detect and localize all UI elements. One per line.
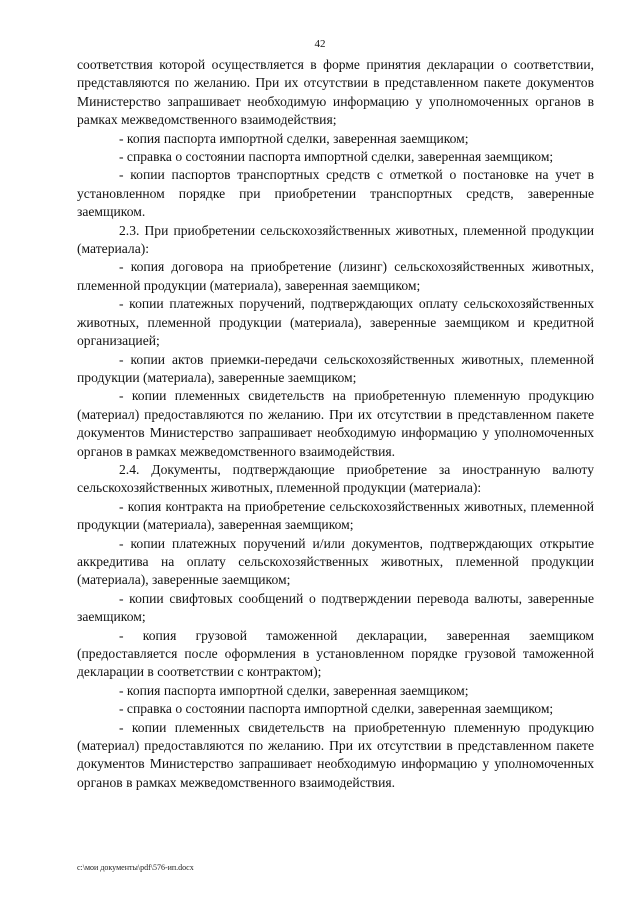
paragraph: - копии платежных поручений и/или документов, подтверждающих открытие аккредитива на оплату сельскохозяйственных животных, племенной продукции (материала), заверенные заемщиком; <box>77 535 594 588</box>
paragraph: - справка о состоянии паспорта импортной сделки, заверенная заемщиком; <box>119 149 554 165</box>
paragraph: - копии паспортов транспортных средств с отметкой о постановке на учет в установленном порядке при приобретении транспортных средств, заверенные заемщиком. <box>77 167 594 220</box>
page-number: 42 <box>314 38 326 50</box>
section-heading-2-4: 2.4. Документы, подтверждающие приобретение за иностранную валюту сельскохозяйственных животных, племенной продукции (материала): <box>77 461 594 496</box>
paragraph: - копия грузовой таможенной декларации, заверенная заемщиком (предоставляется после оформления в установленном порядке грузовой таможенной декларации в соответствии с контрактом); <box>77 627 594 680</box>
paragraph: - копии свифтовых сообщений о подтверждении перевода валюты, заверенные заемщиком; <box>77 590 594 625</box>
paragraph: - копия контракта на приобретение сельскохозяйственных животных, племенной продукции (материала), заверенная заемщиком; <box>77 498 594 533</box>
paragraph: - копии актов приемки-передачи сельскохозяйственных животных, племенной продукции (материала), заверенные заемщиком; <box>77 351 594 385</box>
paragraph: - копии племенных свидетельств на приобретенную племенную продукцию (материал) предоставляются по желанию. При их отсутствии в представленном пакете документов Министерство запрашивает необходимую информацию у уполномоченных органов в рамках межведомственного взаимодействия. <box>77 388 594 459</box>
paragraph: - копии племенных свидетельств на приобретенную племенную продукцию (материал) предоставляются по желанию. При их отсутствии в представленном пакете документов Министерство запрашивает необходимую информацию у уполномоченных органов в рамках межведомственного взаимодействия. <box>77 719 594 790</box>
paragraph: - копия паспорта импортной сделки, заверенная заемщиком; <box>119 130 469 146</box>
paragraph: соответствия которой осуществляется в форме принятия декларации о соответствии, представляются по желанию. При их отсутствии в представленном пакете документов Министерство запрашивает необходимую информацию у уполномоченных органов в рамках межведомственного взаимодействия; <box>77 57 594 128</box>
paragraph: - копия паспорта импортной сделки, заверенная заемщиком; <box>119 682 469 698</box>
footer-file-path: c:\мои документы\pdf\576-ип.docx <box>77 863 194 872</box>
paragraph: - копии платежных поручений, подтверждающих оплату сельскохозяйственных животных, племенной продукции (материала), заверенные заемщиком и кредитной организацией; <box>77 296 594 349</box>
paragraph: - справка о состоянии паспорта импортной сделки, заверенная заемщиком; <box>119 701 554 717</box>
section-heading-2-3: 2.3. При приобретении сельскохозяйственных животных, племенной продукции (материала): <box>77 222 594 257</box>
document-body <box>77 56 594 792</box>
paragraph: - копия договора на приобретение (лизинг) сельскохозяйственных животных, племенной продукции (материала), заверенная заемщиком; <box>77 259 594 293</box>
